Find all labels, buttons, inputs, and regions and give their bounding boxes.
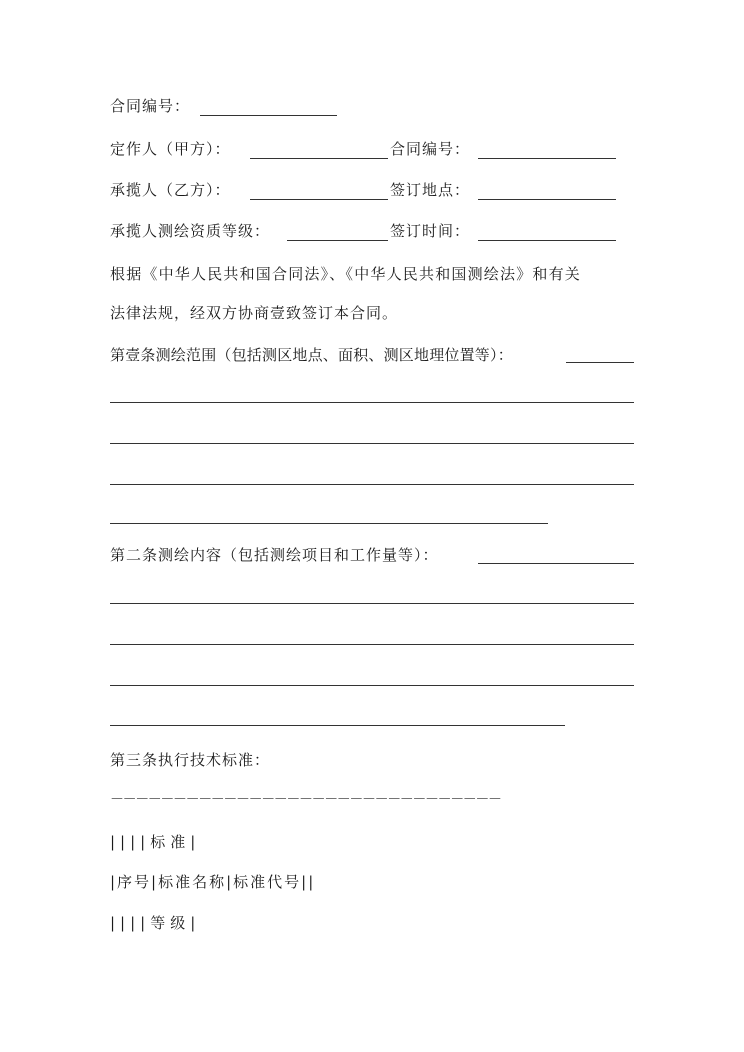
article-2-line[interactable] bbox=[110, 685, 634, 686]
party-a-blank[interactable] bbox=[250, 158, 388, 159]
article-1-blank[interactable] bbox=[566, 362, 634, 363]
sign-place-blank[interactable] bbox=[478, 199, 616, 200]
party-b-label: 承揽人（乙方）： bbox=[110, 181, 231, 199]
sign-time-blank[interactable] bbox=[478, 240, 616, 241]
article-1-line[interactable] bbox=[110, 443, 634, 444]
article-1-line[interactable] bbox=[110, 523, 548, 524]
contract-no-top-blank[interactable] bbox=[200, 115, 337, 116]
sign-place-label: 签订地点： bbox=[390, 181, 471, 199]
party-a-label: 定作人（甲方）： bbox=[110, 140, 231, 158]
article-3-heading: 第三条执行技术标准： bbox=[110, 751, 271, 769]
party-b-blank[interactable] bbox=[250, 199, 388, 200]
article-1-line[interactable] bbox=[110, 484, 634, 485]
table-dash-rule: －－－－－－－－－－－－－－－－－－－－－－－－－－－－－－－ bbox=[110, 792, 501, 808]
article-1-line[interactable] bbox=[110, 402, 634, 403]
table-row-2: |序号|标准名称|标准代号|| bbox=[110, 873, 316, 891]
article-2-heading: 第二条测绘内容（包括测绘项目和工作量等）： bbox=[110, 546, 439, 564]
qualification-label: 承揽人测绘资质等级： bbox=[110, 222, 271, 240]
article-1-heading: 第壹条测绘范围（包括测区地点、面积、测区地理位置等）： bbox=[110, 346, 513, 364]
qualification-blank[interactable] bbox=[287, 240, 388, 241]
contract-no-top-label: 合同编号： bbox=[110, 97, 191, 115]
article-2-line[interactable] bbox=[110, 725, 565, 726]
contract-no-blank[interactable] bbox=[478, 158, 616, 159]
article-2-line[interactable] bbox=[110, 603, 634, 604]
table-row-1: ||||标准| bbox=[110, 833, 201, 851]
article-2-blank[interactable] bbox=[478, 563, 634, 564]
preamble-line-1: 根据《中华人民共和国合同法》、《中华人民共和国测绘法》和有关 bbox=[110, 265, 582, 283]
article-2-line[interactable] bbox=[110, 644, 634, 645]
sign-time-label: 签订时间： bbox=[390, 222, 471, 240]
preamble-line-2: 法律法规，经双方协商壹致签订本合同。 bbox=[110, 304, 399, 322]
contract-no-label: 合同编号： bbox=[390, 140, 471, 158]
table-row-3: ||||等级| bbox=[110, 914, 201, 932]
